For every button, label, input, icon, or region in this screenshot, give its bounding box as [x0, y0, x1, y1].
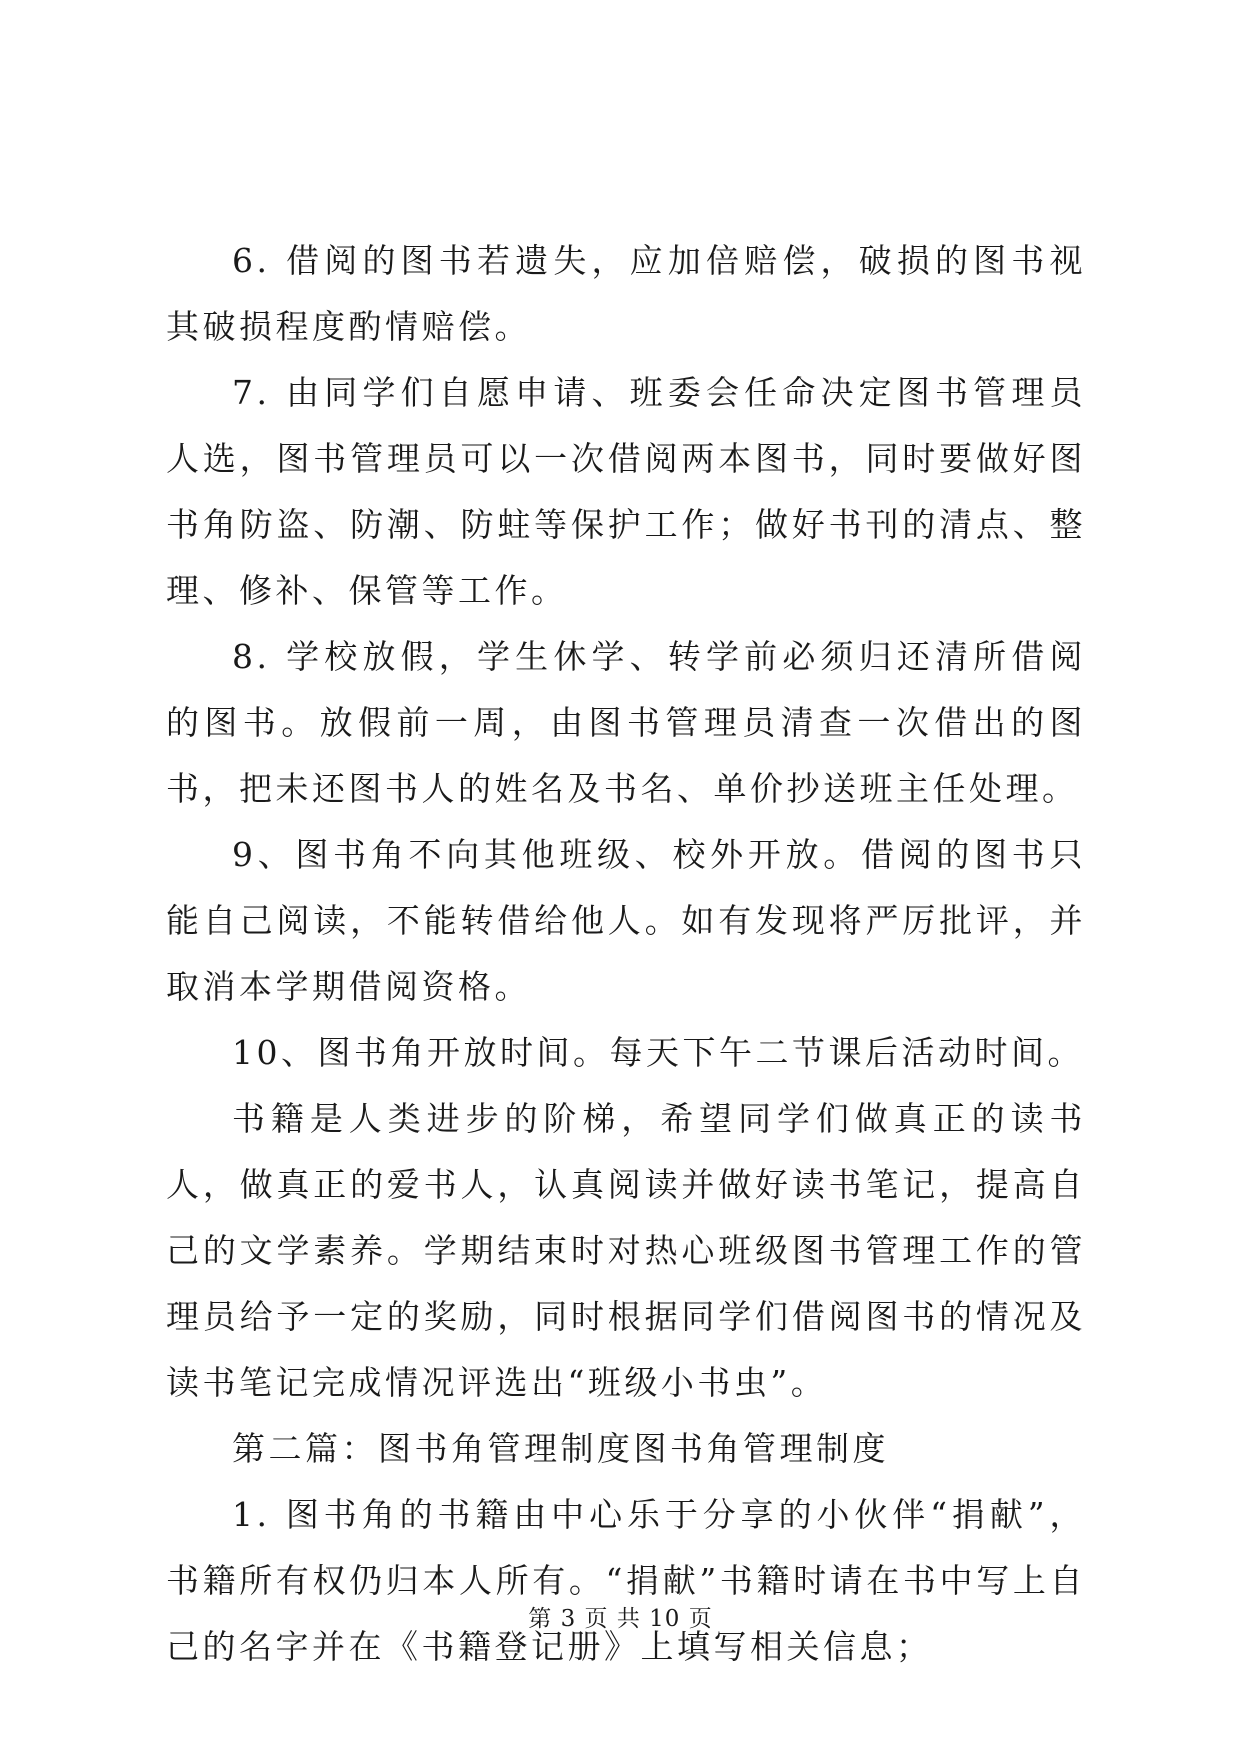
paragraph-rule-7: 7. 由同学们自愿申请、班委会任命决定图书管理员人选，图书管理员可以一次借阅两本图书，同时要做好图书角防盗、防潮、防蛀等保护工作；做好书刊的清点、整理、修补、保管等工作。 [166, 373, 1086, 610]
paragraph-section2-rule-1: 1. 图书角的书籍由中心乐于分享的小伙伴“捐献”，书籍所有权仍归本人所有。“捐献”书籍时请在书中写上自己的名字并在《书籍登记册》上填写相关信息； [166, 1495, 1086, 1666]
page-footer: 第 3 页 共 10 页 [528, 1606, 713, 1632]
section-heading: 第二篇：图书角管理制度图书角管理制度 [232, 1429, 889, 1468]
document-body [166, 228, 1086, 1680]
paragraph-rule-9: 9、图书角不向其他班级、校外开放。借阅的图书只能自己阅读，不能转借给他人。如有发现将严厉批评，并取消本学期借阅资格。 [166, 835, 1086, 1006]
paragraph-closing: 书籍是人类进步的阶梯，希望同学们做真正的读书人，做真正的爱书人，认真阅读并做好读书笔记，提高自己的文学素养。学期结束时对热心班级图书管理工作的管理员给予一定的奖励，同时根据同学们借阅图书的情况及读书笔记完成情况评选出“班级小书虫”。 [166, 1099, 1086, 1402]
paragraph-rule-6: 6. 借阅的图书若遗失，应加倍赔偿，破损的图书视其破损程度酌情赔偿。 [166, 241, 1086, 346]
paragraph-rule-10: 10、图书角开放时间。每天下午二节课后活动时间。 [232, 1033, 1084, 1072]
paragraph-rule-8: 8. 学校放假，学生休学、转学前必须归还清所借阅的图书。放假前一周，由图书管理员清查一次借出的图书，把未还图书人的姓名及书名、单价抄送班主任处理。 [166, 637, 1086, 808]
